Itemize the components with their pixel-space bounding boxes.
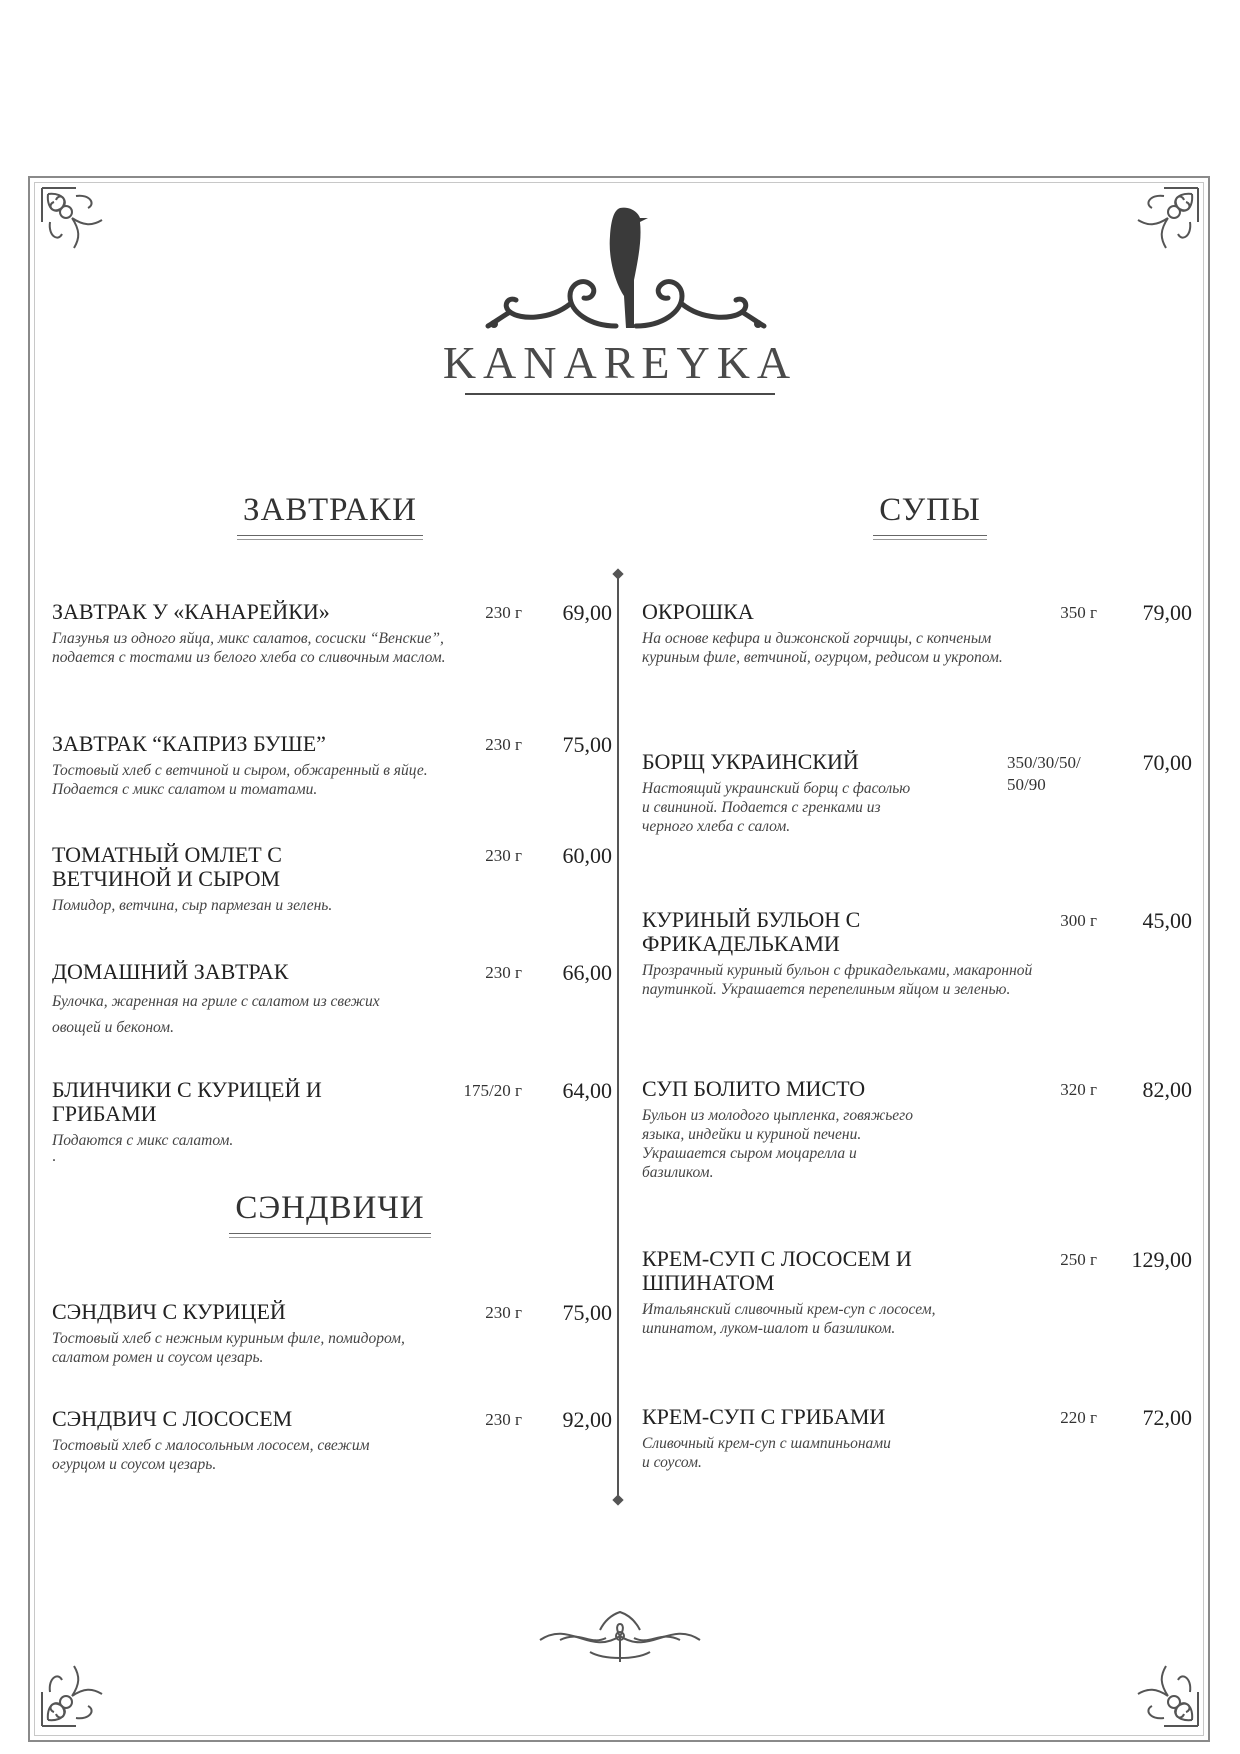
item-weight: 230 г — [485, 735, 522, 754]
section-title-breakfast: ЗАВТРАКИ — [200, 492, 460, 536]
menu-item — [642, 1405, 1192, 1472]
bird-logo-icon — [470, 200, 770, 340]
item-price: 45,00 — [1142, 908, 1192, 933]
item-weight: 250 г — [1060, 1250, 1097, 1269]
item-weight: 175/20 г — [463, 1081, 522, 1100]
item-description: Подаются с микс салатом. — [52, 1132, 234, 1149]
menu-item — [52, 843, 612, 915]
item-price: 75,00 — [562, 732, 612, 757]
stray-dot: . — [52, 1148, 56, 1165]
item-description: Итальянский сливочный крем-суп с лососем, шпинатом, луком-шалот и базиликом. — [642, 1301, 936, 1337]
item-description: На основе кефира и дижонской горчицы, с копченым куриным филе, ветчиной, огурцом, редисом и укропом. — [642, 630, 1003, 666]
brand-underline — [465, 393, 775, 395]
item-price: 70,00 — [1142, 750, 1192, 775]
item-description: Булочка, жаренная на гриле с салатом из свежих овощей и беконом. — [52, 993, 380, 1036]
item-description: Помидор, ветчина, сыр пармезан и зелень. — [52, 897, 333, 914]
item-name: СЭНДВИЧ С ЛОСОСЕМ — [52, 1406, 293, 1431]
item-description: Глазунья из одного яйца, микс салатов, сосиски “Венские”, подается с тостами из белого хлеба со сливочным маслом. — [52, 630, 446, 666]
menu-item — [52, 732, 612, 799]
item-description: Бульон из молодого цыпленка, говяжьего языка, индейки и куриной печени. Украшается сыром моцарелла и базиликом. — [642, 1107, 913, 1181]
column-divider — [617, 574, 619, 1500]
item-name: ОКРОШКА — [642, 599, 754, 624]
menu-item — [52, 960, 612, 1041]
section-title-sandwiches: СЭНДВИЧИ — [200, 1190, 460, 1234]
item-name: ДОМАШНИЙ ЗАВТРАК — [52, 959, 289, 984]
item-price: 129,00 — [1131, 1247, 1192, 1272]
menu-item — [642, 1247, 1192, 1338]
corner-ornament-icon — [1120, 1648, 1204, 1732]
item-price: 69,00 — [562, 600, 612, 625]
item-weight: 350 г — [1060, 603, 1097, 622]
menu-item — [642, 908, 1192, 999]
item-weight: 230 г — [485, 1410, 522, 1429]
section-title-soups: СУПЫ — [830, 492, 1030, 536]
item-price: 82,00 — [1142, 1077, 1192, 1102]
item-price: 72,00 — [1142, 1405, 1192, 1430]
item-price: 60,00 — [562, 843, 612, 868]
menu-item — [52, 600, 612, 667]
brand-logo — [440, 200, 800, 400]
item-price: 66,00 — [562, 960, 612, 985]
item-weight: 230 г — [485, 846, 522, 865]
item-weight: 300 г — [1060, 911, 1097, 930]
item-name: КРЕМ-СУП С ЛОСОСЕМ И ШПИНАТОМ — [642, 1246, 912, 1295]
item-price: 79,00 — [1142, 600, 1192, 625]
item-name: ЗАВТРАК “КАПРИЗ БУШЕ” — [52, 731, 326, 756]
item-price: 75,00 — [562, 1300, 612, 1325]
menu-item — [52, 1407, 612, 1474]
item-description: Настоящий украинский борщ с фасолью и свининой. Подается с гренками из черного хлеба с салом. — [642, 780, 911, 835]
item-name: КУРИНЫЙ БУЛЬОН С ФРИКАДЕЛЬКАМИ — [642, 907, 861, 956]
menu-item — [52, 1078, 612, 1164]
item-description: Сливочный крем-суп с шампиньонами и соусом. — [642, 1435, 891, 1471]
corner-ornament-icon — [36, 1648, 120, 1732]
item-name: ТОМАТНЫЙ ОМЛЕТ С ВЕТЧИНОЙ И СЫРОМ — [52, 842, 282, 891]
item-description: Тостовый хлеб с нежным куриным филе, помидором, салатом ромен и соусом цезарь. — [52, 1330, 405, 1366]
item-weight: 230 г — [485, 603, 522, 622]
item-weight: 230 г — [485, 963, 522, 982]
corner-ornament-icon — [36, 182, 120, 266]
item-name: ЗАВТРАК У «КАНАРЕЙКИ» — [52, 599, 330, 624]
item-weight: 230 г — [485, 1303, 522, 1322]
menu-item — [642, 600, 1192, 667]
item-name: СУП БОЛИТО МИСТО — [642, 1076, 866, 1101]
item-weight: 220 г — [1060, 1408, 1097, 1427]
menu-item — [642, 750, 1192, 836]
item-name: КРЕМ-СУП С ГРИБАМИ — [642, 1404, 886, 1429]
item-description: Прозрачный куриный бульон с фрикадельками, макаронной паутинкой. Украшается перепелиным яйцом и зеленью. — [642, 962, 1033, 998]
item-weight: 320 г — [1060, 1080, 1097, 1099]
brand-name: KANAREYKA — [442, 337, 798, 388]
item-name: БОРЩ УКРАИНСКИЙ — [642, 749, 859, 774]
menu-item — [642, 1077, 1192, 1182]
item-description: Тостовый хлеб с ветчиной и сыром, обжаренный в яйце. Подается с микс салатом и томатами. — [52, 762, 428, 798]
item-name: СЭНДВИЧ С КУРИЦЕЙ — [52, 1299, 286, 1324]
item-name: БЛИНЧИКИ С КУРИЦЕЙ И ГРИБАМИ — [52, 1077, 322, 1126]
item-price: 92,00 — [562, 1407, 612, 1432]
item-description: Тостовый хлеб с малосольным лососем, свежим огурцом и соусом цезарь. — [52, 1437, 370, 1473]
item-price: 64,00 — [562, 1078, 612, 1103]
menu-item — [52, 1300, 612, 1367]
flourish-ornament-icon — [530, 1600, 710, 1670]
corner-ornament-icon — [1120, 182, 1204, 266]
item-weight: 350/30/50/ 50/90 — [1007, 753, 1081, 794]
